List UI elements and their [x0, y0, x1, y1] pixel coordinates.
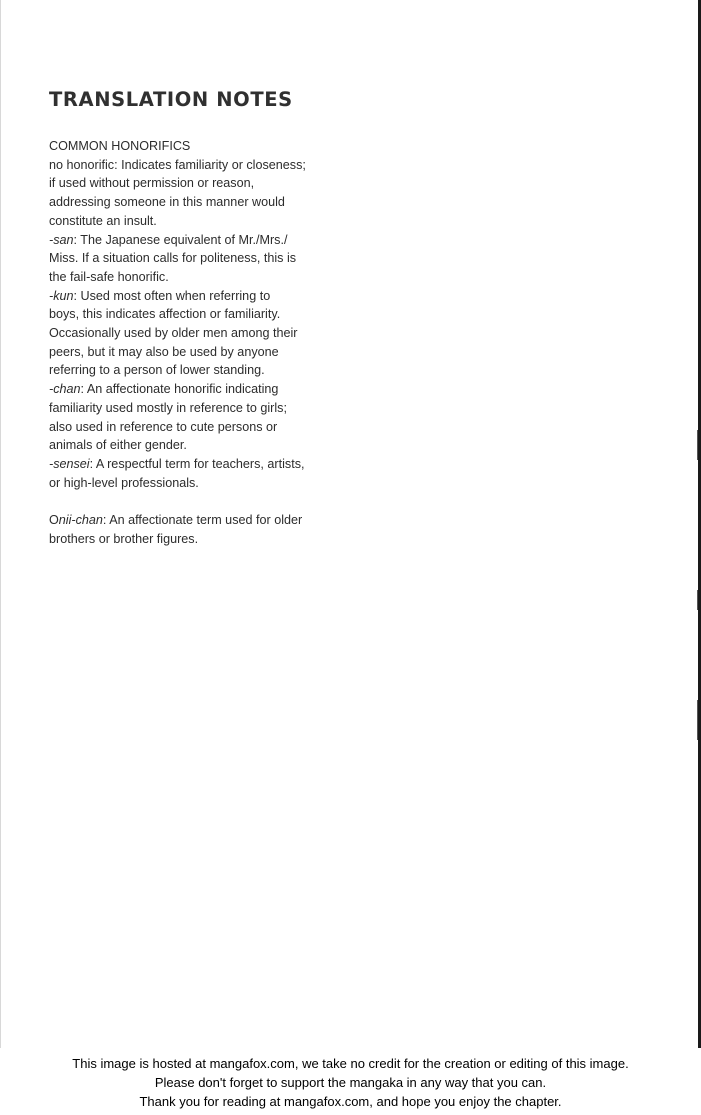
onii-chan-entry — [49, 511, 349, 530]
border-mark — [697, 590, 698, 610]
san-line: the fail-safe honorific. — [49, 269, 169, 284]
no-honorific-line: if used without permission or reason, — [49, 176, 255, 191]
chan-line: also used in reference to cute persons or — [49, 419, 278, 434]
kun-line: peers, but it may also be used by anyone — [49, 344, 279, 359]
no-honorific-line: addressing someone in this manner would — [49, 195, 285, 210]
notes-body — [49, 137, 349, 548]
definition-text: : A respectful term for teachers, artists, — [89, 456, 305, 471]
footer-line: This image is hosted at mangafox.com, we take no credit for the creation or editing of this image. — [72, 1056, 629, 1071]
kun-entry — [49, 287, 349, 306]
footer-line: Thank you for reading at mangafox.com, and hope you enjoy the chapter. — [139, 1094, 562, 1109]
honorific-term: -kun — [49, 288, 74, 303]
definition-text: : An affectionate honorific indicating — [80, 382, 279, 397]
no-honorific-line: no honorific: Indicates familiarity or closeness; — [49, 157, 306, 172]
san-line: Miss. If a situation calls for politeness, this is — [49, 251, 297, 266]
sensei-line: or high-level professionals. — [49, 475, 199, 490]
page-title: TRANSLATION NOTES — [49, 88, 293, 111]
chan-line: familiarity used mostly in reference to girls; — [49, 400, 287, 415]
no-honorific-line: constitute an insult. — [49, 213, 157, 228]
san-entry — [49, 231, 349, 250]
border-mark — [697, 430, 698, 460]
honorific-term: -chan — [49, 382, 81, 397]
kun-line: Occasionally used by older men among their — [49, 326, 298, 341]
footer-line: Please don't forget to support the mangaka in any way that you can. — [154, 1075, 547, 1090]
kun-line: boys, this indicates affection or familiarity. — [49, 307, 281, 322]
page-left-border — [0, 0, 1, 1048]
honorific-term: -san — [49, 232, 74, 247]
definition-text: : Used most often when referring to — [73, 288, 271, 303]
onii-chan-line: brothers or brother figures. — [49, 531, 199, 546]
chan-entry — [49, 380, 349, 399]
section-heading: COMMON HONORIFICS — [49, 139, 191, 153]
hosting-footer — [0, 1048, 701, 1115]
sensei-entry — [49, 455, 349, 474]
border-mark — [697, 700, 698, 740]
honorific-term: -sensei — [49, 456, 90, 471]
paragraph-gap — [49, 492, 349, 511]
chan-line: animals of either gender. — [49, 438, 187, 453]
definition-text: : An affectionate term used for older — [102, 513, 303, 528]
translation-notes — [49, 88, 349, 548]
kun-line: referring to a person of lower standing. — [49, 363, 265, 378]
term-prefix: O — [49, 513, 59, 528]
definition-text: : The Japanese equivalent of Mr./Mrs./ — [73, 232, 288, 247]
honorific-term: nii-chan — [58, 513, 103, 528]
